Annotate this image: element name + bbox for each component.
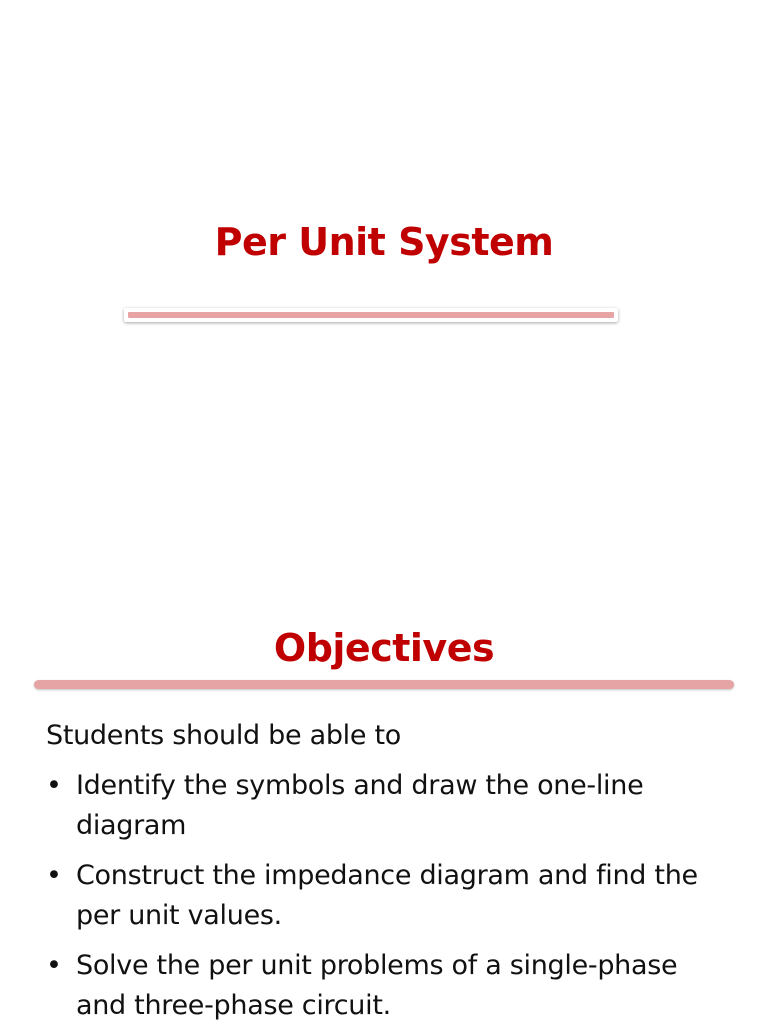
bullet-icon: • — [46, 770, 62, 801]
objective-text: Solve the per unit problems of a single-phase and three-phase circuit. — [76, 950, 678, 1021]
objectives-slide — [0, 560, 768, 1024]
objectives-intro: Students should be able to — [46, 720, 401, 751]
bullet-icon: • — [46, 950, 62, 981]
objective-text: Identify the symbols and draw the one-line diagram — [76, 770, 644, 841]
objective-item — [46, 856, 726, 936]
objectives-list — [46, 766, 726, 1026]
title-divider — [124, 308, 618, 322]
objective-item — [46, 946, 726, 1026]
bullet-icon: • — [46, 860, 62, 891]
slide-title: Per Unit System — [214, 220, 554, 264]
objective-item — [46, 766, 726, 846]
objectives-body — [46, 716, 726, 1036]
title-divider-bar — [128, 312, 614, 318]
objective-text: Construct the impedance diagram and find the per unit values. — [76, 860, 698, 931]
objectives-title: Objectives — [273, 626, 495, 670]
objectives-divider — [34, 680, 734, 689]
